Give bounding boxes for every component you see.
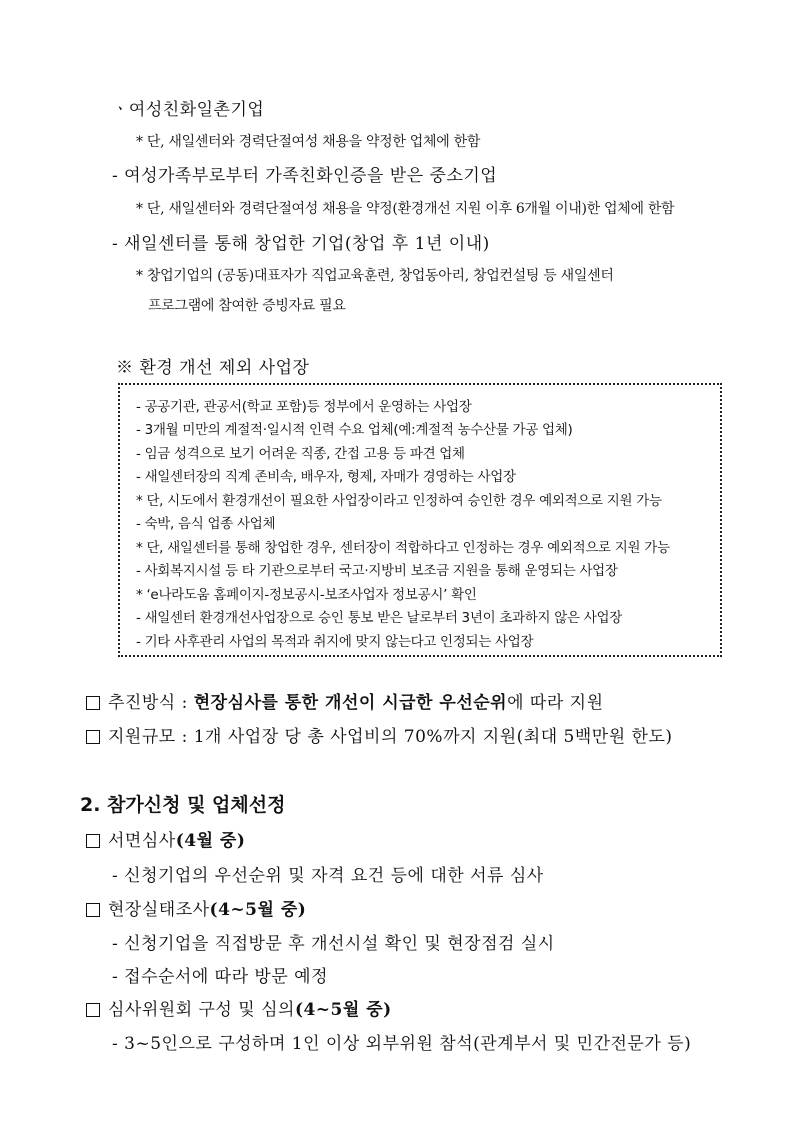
exclusion-row: - 새일센터 환경개선사업장으로 승인 통보 받은 날로부터 3년이 초과하지 않은 사업장 [136,610,622,626]
committee-desc: - 3~5인으로 구성하며 1인 이상 외부위원 참석(관계부서 및 민간전문가 등) [112,1034,692,1054]
doc-review-desc: - 신청기업의 우선순위 및 자격 요건 등에 대한 서류 심사 [112,866,544,886]
list-item-startup: - 새일센터를 통해 창업한 기업(창업 후 1년 이내) [112,234,490,254]
checkbox-square-icon [86,834,100,848]
exclusion-row: - 임금 성격으로 보기 어려운 직종, 간접 고용 등 파견 업체 [136,446,465,462]
list-item-women-friendly: ㆍ여성친화일촌기업 [112,100,265,120]
exclusion-row: - 사회복지시설 등 타 기관으로부터 국고·지방비 보조금 지원을 통해 운영되는 사업장 [136,563,618,579]
method-label: 추진방식 : [108,693,194,713]
site-survey-period: (4~5월 중) [209,900,307,920]
method-line [86,688,604,713]
scale-text: 지원규모 : 1개 사업장 당 총 사업비의 70%까지 지원(최대 5백만원 한도) [108,727,673,747]
note-family-friendly: * 단, 새일센터와 경력단절여성 채용을 약정(환경개선 지원 이후 6개월 이내)한 업체에 한함 [136,201,675,217]
committee-period: (4~5월 중) [294,1000,392,1020]
exclusion-row: - 숙박, 음식 업종 사업체 [136,516,276,532]
method-rest: 에 따라 지원 [507,693,604,713]
doc-review-label: 서면심사 [108,831,176,851]
exclusion-row: - 새일센터장의 직계 존비속, 배우자, 형제, 자매가 경영하는 사업장 [136,469,516,485]
checkbox-square-icon [86,730,100,744]
exclusion-row: - 공공기관, 관공서(학교 포함)등 정부에서 운영하는 사업장 [136,399,472,415]
exclusion-row: * ‘e나라도움 홈페이지-정보공시-보조사업자 정보공시’ 확인 [136,587,477,603]
checkbox-square-icon [86,1003,100,1017]
section-2-heading: 2. 참가신청 및 업체선정 [80,794,286,816]
site-survey-desc-2: - 접수순서에 따라 방문 예정 [112,967,329,987]
committee-label: 심사위원회 구성 및 심의 [108,1000,295,1020]
exclusion-row: * 단, 새일센터를 통해 창업한 경우, 센터장이 적합하다고 인정하는 경우 예외적으로 지원 가능 [136,540,670,556]
exclusion-row: - 3개월 미만의 계절적·일시적 인력 수요 업체(예:계절적 농수산물 가공 업체) [136,422,573,438]
site-survey-desc-1: - 신청기업을 직접방문 후 개선시설 확인 및 현장점검 실시 [112,934,555,954]
scale-line [86,722,673,747]
site-survey-line [86,895,306,920]
method-emphasis: 현장심사를 통한 개선이 시급한 우선순위 [193,693,508,713]
note-startup-2: 프로그램에 참여한 증빙자료 필요 [148,298,346,314]
list-item-family-friendly: - 여성가족부로부터 가족친화인증을 받은 중소기업 [112,166,498,186]
doc-review-line [86,826,245,851]
exclusion-title: ※ 환경 개선 제외 사업장 [116,358,310,378]
site-survey-label: 현장실태조사 [108,900,210,920]
exclusion-row: - 기타 사후관리 사업의 목적과 취지에 맞지 않는다고 인정되는 사업장 [136,634,534,650]
note-women-friendly: * 단, 새일센터와 경력단절여성 채용을 약정한 업체에 한함 [136,134,481,150]
checkbox-square-icon [86,903,100,917]
checkbox-square-icon [86,696,100,710]
exclusion-box [118,383,722,657]
note-startup-1: * 창업기업의 (공동)대표자가 직업교육훈련, 창업동아리, 창업컨설팅 등 새일센터 [136,268,614,284]
committee-line [86,995,392,1020]
doc-review-period: (4월 중) [175,831,246,851]
exclusion-row: * 단, 시도에서 환경개선이 필요한 사업장이라고 인정하여 승인한 경우 예외적으로 지원 가능 [136,493,662,509]
